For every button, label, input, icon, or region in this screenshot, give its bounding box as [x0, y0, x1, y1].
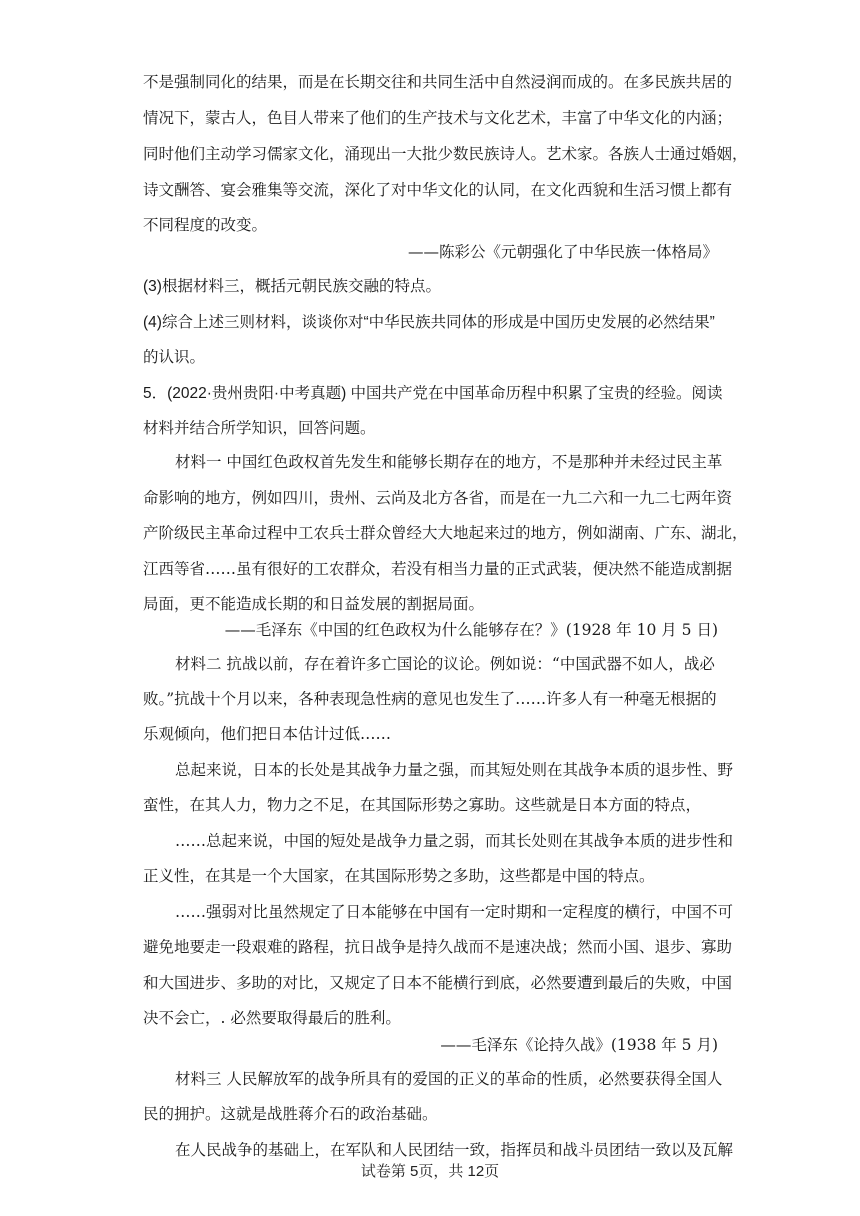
material-one-source: ——毛泽东《中国的红色政权为什么能够存在？》(1928 年 10 月 5 日) — [224, 621, 718, 639]
material-two-line: 蛮性，在其人力，物力之不足，在其国际形势之寡助。这些就是日本方面的特点， — [143, 796, 702, 814]
material-two-line: 败。”抗战十个月以来，各种表现急性病的意见也发生了……许多人有一种毫无根据的 — [143, 690, 717, 708]
material-one-line: 产阶级民主革命过程中工农兵士群众曾经大大地起来过的地方，例如湖南、广东、湖北， — [143, 524, 748, 542]
material-two-line: 乐观倾向，他们把日本估计过低…… — [143, 725, 392, 743]
material-three-line: 民的拥护。这就是战胜蒋介石的政治基础。 — [143, 1105, 438, 1123]
material-one-line: 材料一 中国红色政权首先发生和能够长期存在的地方，不是那种并未经过民主革 — [175, 453, 723, 471]
question-5-intro: 材料并结合所学知识，回答问题。 — [143, 420, 376, 437]
material-three-line: 材料三 人民解放军的战争所具有的爱国的正义的革命的性质，必然要获得全国人 — [175, 1070, 723, 1088]
material-two-source: ——毛泽东《论持久战》(1938 年 5 月) — [440, 1036, 718, 1054]
material-two-line: 总起来说，日本的长处是其战争力量之强，而其短处则在其战争本质的退步性、野 — [175, 761, 734, 779]
material-source: ——陈彩公《元朝强化了中华民族一体格局》 — [407, 243, 718, 261]
text-line: 同时他们主动学习儒家文化，涌现出一大批少数民族诗人。艺术家。各族人士通过婚姻， — [143, 145, 748, 163]
text-line: 诗文酬答、宴会雅集等交流，深化了对中华文化的认同，在文化西貌和生活习惯上都有 — [143, 181, 733, 199]
text-line: 不是强制同化的结果，而是在长期交往和共同生活中自然浸润而成的。在多民族共居的 — [143, 73, 733, 91]
material-two-line: ……强弱对比虽然规定了日本能够在中国有一定时期和一定程度的横行，中国不可 — [175, 903, 734, 921]
material-two-line: 决不会亡，. 必然要取得最后的胜利。 — [143, 1009, 401, 1027]
question-4-line: 的认识。 — [143, 349, 206, 366]
text-line: 情况下，蒙古人，色目人带来了他们的生产技术与文化艺术，丰富了中华文化的内涵； — [143, 109, 733, 127]
page-footer: 试卷第 5页，共 12页 — [360, 1163, 500, 1180]
question-5-intro: 5．(2022·贵州贵阳·中考真题) 中国共产党在中国革命历程中积累了宝贵的经验。阅读 — [143, 385, 723, 402]
material-two-line: ……总起来说，中国的短处是战争力量之弱，而其长处则在其战争本质的进步性和 — [175, 832, 734, 850]
material-two-line: 正义性，在其是一个大国家，在其国际形势之多助，这些都是中国的特点。 — [143, 867, 655, 885]
text-line: 不同程度的改变。 — [143, 216, 268, 234]
material-two-line: 材料二 抗战以前，存在着许多亡国论的议论。例如说：“中国武器不如人，战必 — [175, 655, 715, 673]
material-three-line: 在人民战争的基础上，在军队和人民团结一致，指挥员和战斗员团结一致以及瓦解 — [175, 1141, 734, 1159]
material-one-line: 命影响的地方，例如四川，贵州、云尚及北方各省，而是在一九二六和一九二七两年资 — [143, 489, 733, 507]
material-one-line: 局面，更不能造成长期的和日益发展的割据局面。 — [143, 595, 485, 613]
material-one-line: 江西等省……虽有很好的工农群众，若没有相当力量的正式武装，便决然不能造成割据 — [143, 560, 733, 578]
question-4-line: (4)综合上述三则材料，谈谈你对“中华民族共同体的形成是中国历史发展的必然结果” — [143, 314, 715, 331]
material-two-line: 和大国进步、多助的对比，又规定了日本不能横行到底，必然要遭到最后的失败，中国 — [143, 974, 733, 992]
material-two-line: 避免地要走一段艰难的路程，抗日战争是持久战而不是速决战；然而小国、退步、寡助 — [143, 938, 733, 956]
question-3: (3)根据材料三，概括元朝民族交融的特点。 — [143, 278, 441, 295]
